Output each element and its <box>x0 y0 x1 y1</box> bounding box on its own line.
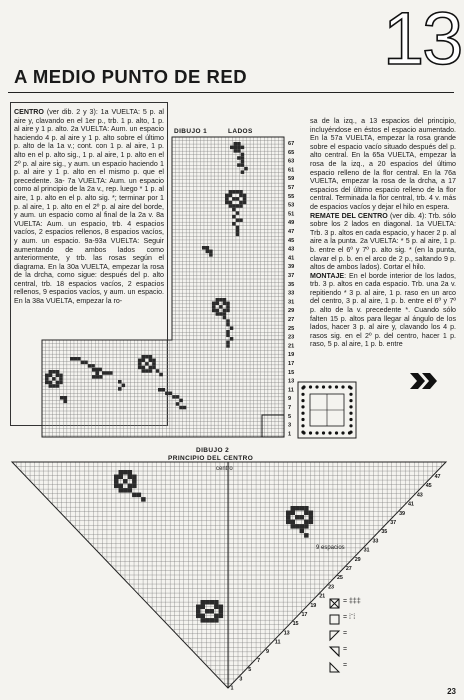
page-number: 23 <box>447 687 456 696</box>
legend-code-3: = <box>343 630 348 637</box>
dibujo2-row-number: 17 <box>301 612 308 618</box>
legend-code-4: = <box>343 646 348 653</box>
dibujo2-row-number: 5 <box>248 667 252 674</box>
col1-lead: CENTRO <box>14 108 44 116</box>
legend-code-2: = ⁞¨⁞ <box>343 614 356 621</box>
dibujo1-title: DIBUJO 1 <box>174 128 208 135</box>
dibujo2-spaces-label: 9 espacios <box>316 545 345 551</box>
dibujo1-row-number: 45 <box>288 237 295 244</box>
dibujo1-row-number: 17 <box>288 361 295 367</box>
dibujo2-row-number: 45 <box>425 483 432 490</box>
dibujo1-row-number: 9 <box>288 396 292 403</box>
dibujo2-row-number: 19 <box>310 602 317 609</box>
dibujo2-row-number: 41 <box>407 501 414 508</box>
dibujo1-row-number: 13 <box>288 378 295 385</box>
dibujo1-row-number: 61 <box>288 167 295 174</box>
page-title: A MEDIO PUNTO DE RED <box>14 66 248 87</box>
dibujo1-row-number: 67 <box>288 141 295 147</box>
dibujo1-row-number: 5 <box>288 413 292 420</box>
legend-code-1: = ‡‡‡ <box>343 598 361 605</box>
dibujo2-row-number: 33 <box>372 538 379 545</box>
dibujo2-title: DIBUJO 2 <box>196 447 230 454</box>
dibujo2-row-number: 43 <box>416 492 423 499</box>
dibujo2-row-number: 13 <box>283 630 290 637</box>
dibujo1-row-number: 19 <box>288 352 295 359</box>
dibujo2-row-number: 29 <box>354 556 361 563</box>
dibujo1-row-number: 23 <box>288 334 295 341</box>
dibujo2-row-number: 11 <box>274 639 281 646</box>
dibujo1-row-number: 31 <box>288 299 295 306</box>
col2-para-1-text: sa de la izq., a 13 espacios del principio, incluyéndose en éstos el espacio aumentado. En la 57a VUELTA, empezar la rosa grande sobre el espacio vacío situado después del p. alto central. En la 65a VUELTA, empezar la rosa de la izq., a 20 espacios del último espacio relleno de la flor central. En la 76a VUELTA, empezar la rosa de la drcha, a 17 espacios del último espacio relleno de la flor central. Terminada la flor central, trb. 4 v. más de espacios vacíos y dejar el hilo en espera. <box>310 117 456 211</box>
col2-para-3-text: : En el borde interior de los lados, trb. 3 p. altos en cada espacio. Trb. una 2a v. repitiendo * 3 p. al aire, 1 p. raso en un arco del centro, 3 p. al aire, 1 p. b. entre el 6º y 7º p. alto de la v. precedente *. Cuando sólo falten 15 p. altos para llegar al ángulo de los lados, hacer 3 p. al aire y, clavando los 4 p. rasos sig. en el 2º p. del centro, hacer 1 p. raso, 5 p. al aire, 1 p. b. entre <box>310 271 456 349</box>
dibujo2-subtitle: PRINCIPIO DEL CENTRO <box>168 455 254 462</box>
dibujo1-row-number: 33 <box>288 290 295 297</box>
col2-para-2-text: (ver dib. 4): Trb. sólo sobre los 2 lados en diagonal. 1a VUELTA: Trb. 3 p. altos en cada espacio, y hacer 2 p. al aire a la punta. 2a VUELTA: * 5 p. al aire, 1 p. b. entre el 6º y 7º p. alto sig. * (en la punta, clavar el p. b. en el arco de 2 p., saltando 9 p. altos de ambos lados). Cortar el hilo. <box>310 211 456 272</box>
legend-code-5: = <box>343 662 348 669</box>
dibujo1-row-number: 11 <box>288 387 294 394</box>
dibujo1-row-number: 49 <box>288 220 295 227</box>
dibujo1-row-number: 63 <box>288 158 295 165</box>
dibujo1-row-number: 15 <box>288 369 295 376</box>
dibujo2-row-number: 35 <box>381 529 388 536</box>
col1-text: (ver dib. 2 y 3): 1a VUELTA: 5 p. al aire y, clavando en el 1er p., trb. 1 p. alto, 1 p. al aire y 1 p. alto. 2a VUELTA: Aum. un espacio haciendo 4 p. al aire y 1 p. alto sobre el último p. alto de la 1a v.; cont. con 1 p. al aire, 1 p. alto en el p. alto sig., 1 p. al aire, 1 p. alto en el 2º p. al aire sig., y aum. un espacio haciendo 1 p. al aire y 1 p. alto en el mismo p. que el precedente. 3a- 7a VUELTA: Aum. un espacio como al principio de la 2a v., rep. luego * 1 p. al aire, 1 p. alto en el p. alto sig. *; terminar por 1 p. al aire, 1 p. alto en el 2º p. al aire del borde, y aum. un espacio como al final de la 2a v. 8a VUELTA: Aum. un espacio, trb. 4 espacios vacíos, 2 espacios rellenos, 8 espacios vacíos, y aum. un espacio. 9a-93a VUELTA: Seguir aumentando de ambos lados como anteriormente, y trb. las rosas según el diagrama. En la 30a VUELTA, empezar la rosa de la drcha, como sigue: después del p. alto central, trb. 18 espacios vacíos, 2 espacios rellenos, 9 espacios vacíos, y aum. un espacio. En la 38a VUELTA, empezar la ro- <box>14 108 164 306</box>
dibujo1-row-number: 21 <box>288 343 295 350</box>
dibujo2-row-number: 9 <box>265 648 269 655</box>
dibujo2-row-number: 25 <box>336 575 343 582</box>
dibujo1-row-number: 59 <box>288 176 295 183</box>
dibujo1-row-number: 43 <box>288 246 295 253</box>
dibujo2-row-number: 3 <box>239 676 243 683</box>
dibujo2-row-number: 27 <box>345 566 352 572</box>
dibujo1-row-number: 41 <box>288 255 295 262</box>
dibujo1-subtitle: LADOS <box>228 128 253 135</box>
col2-para-2-lead: REMATE DEL CENTRO <box>310 211 388 220</box>
dibujo1-row-number: 55 <box>288 193 295 200</box>
dibujo2-row-number: 39 <box>399 510 406 517</box>
dibujo2-row-number: 7 <box>257 658 261 664</box>
col2-para-3-lead: MONTAJE <box>310 271 345 280</box>
dibujo1-row-number: 53 <box>288 202 295 209</box>
dibujo2-center-label: centro <box>216 466 233 472</box>
dibujo1-row-number: 1 <box>288 431 292 438</box>
dibujo2-row-number: 15 <box>292 621 299 628</box>
dibujo2-row-number: 47 <box>434 474 441 480</box>
dibujo1-row-number: 37 <box>288 273 295 279</box>
dibujo1-row-number: 7 <box>288 405 292 411</box>
dibujo1-row-number: 65 <box>288 149 295 156</box>
dibujo1-row-number: 25 <box>288 325 295 332</box>
dibujo1-row-number: 47 <box>288 229 295 235</box>
dibujo1-row-number: 29 <box>288 308 295 315</box>
page-number-large: 13 <box>383 0 462 80</box>
dibujo1-row-number: 35 <box>288 281 295 288</box>
dibujo1-row-number: 3 <box>288 422 292 429</box>
dibujo1-row-number: 27 <box>288 317 295 323</box>
dibujo1-row-number: 39 <box>288 264 295 271</box>
dibujo2-row-number: 21 <box>319 593 326 600</box>
dibujo2-row-number: 23 <box>328 584 335 591</box>
legend <box>326 596 386 676</box>
dibujo2-row-number: 37 <box>390 520 397 526</box>
dibujo2-row-number: 31 <box>363 547 370 554</box>
dibujo2-row-number: 1 <box>230 685 234 692</box>
dibujo1-row-number: 51 <box>288 211 295 218</box>
dibujo1-row-number: 57 <box>288 185 295 191</box>
